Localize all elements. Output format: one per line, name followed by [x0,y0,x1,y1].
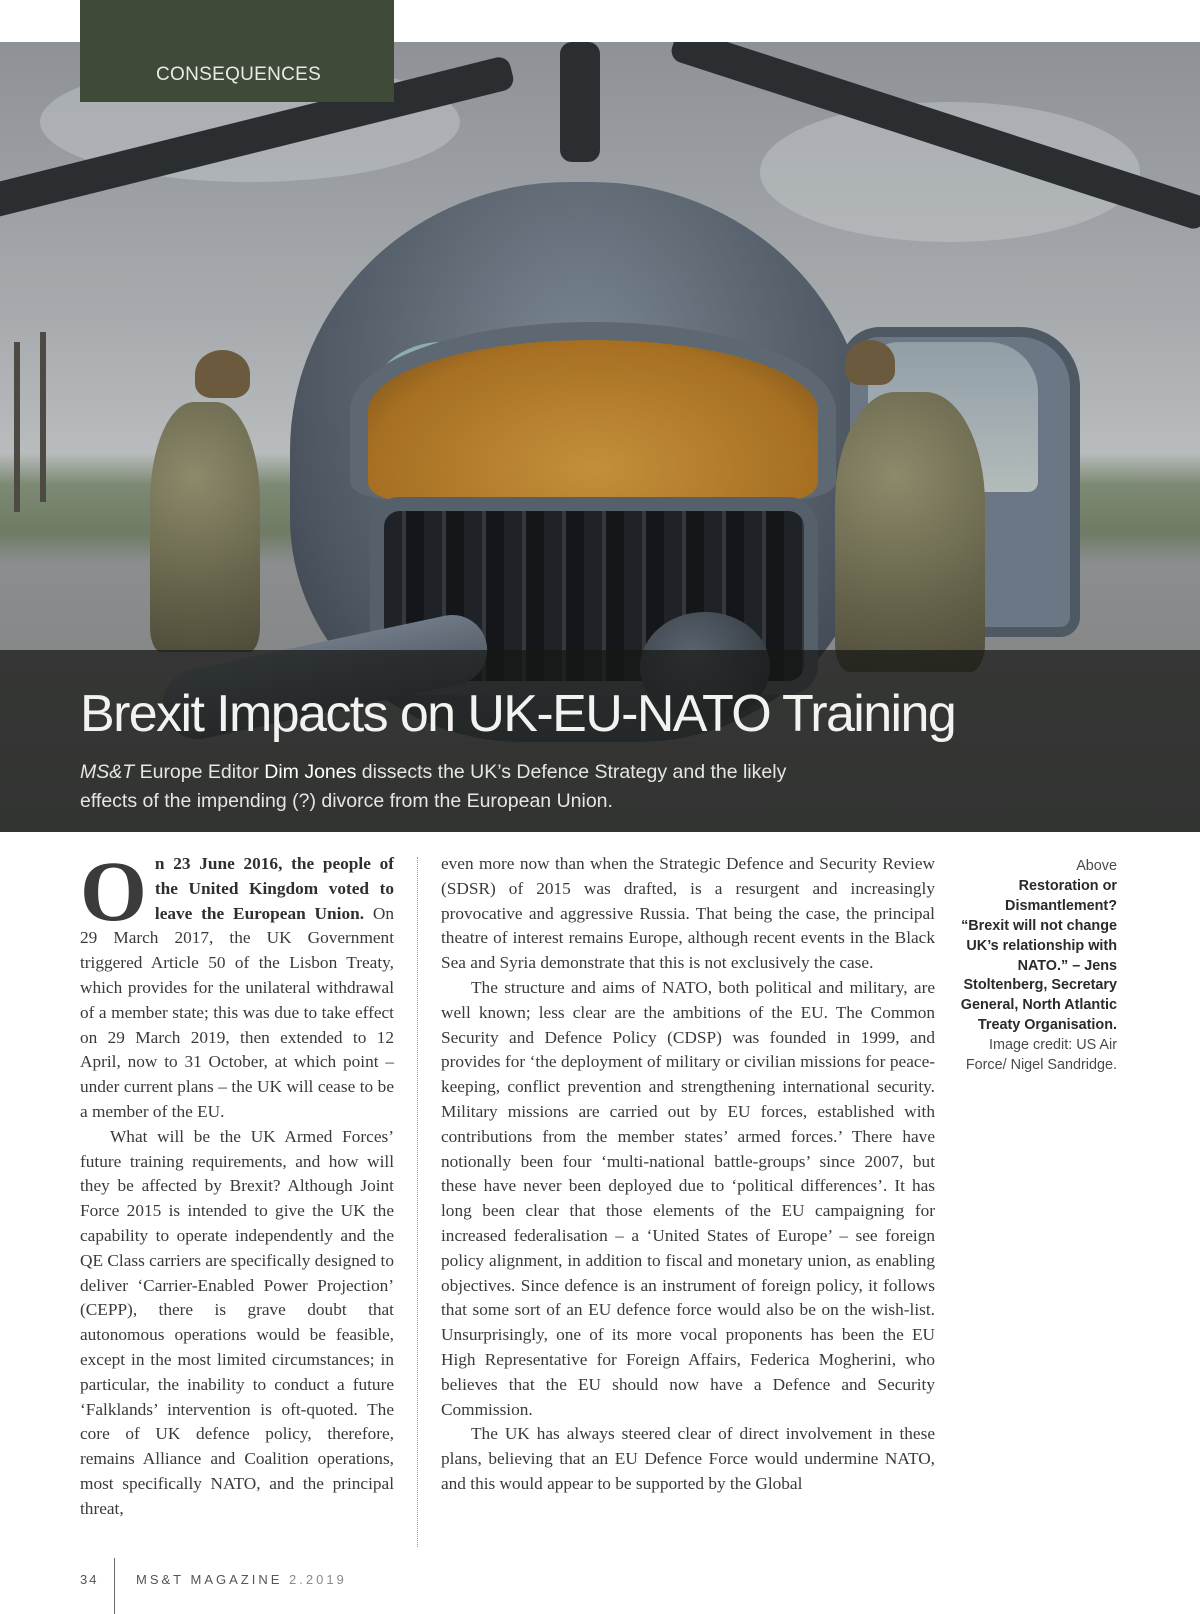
caption-title: Restoration or Dismantlement? “Brexit will not change UK’s relationship with NATO.” – Jens Stoltenberg, Secretary General, North Atlantic Treaty Organisation. [960,877,1117,1034]
photo-caption [960,857,1117,1076]
section-label: CONSEQUENCES [80,0,394,102]
paragraph-text: On 29 March 2017, the UK Government triggered Article 50 of the Lisbon Treaty, which provides for the unilateral withdrawal of a member state; this was due to take effect on 29 March 2019, then extended to 12 April, now to 31 October, at which point – under current plans – the UK will cease to be a member of the EU. [80,903,394,1121]
body-column-2 [441,852,935,1497]
body-paragraph: The structure and aims of NATO, both political and military, are well known; less clear are the ambitions of the EU. The Common Security and Defence Policy (CDSP) was founded in 1999, and provides for ‘the deployment of military or civilian missions for peace-keeping, conflict prevention and strengthening international security. Military missions are carried out by EU forces, established with contributions from the member states’ armed forces.’ There have notionally been four ‘multi-national battle-groups’ since 2007, but these have never been deployed due to ‘political differences’. It has long been clear that those elements of the EU campaigning for increased federalisation – a ‘United States of Europe’ – see foreign policy alignment, in addition to fiscal and monetary union, as enabling objectives. Since defence is an instrument of foreign policy, it follows that some sort of an EU defence force would also be on the wish-list. Unsurprisingly, one of its more vocal proponents has been the EU High Representative for Foreign Affairs, Federica Mogherini, who believes that the EU should now have a Defence and Security Commission. [441,977,935,1419]
magazine-title: MS&T MAGAZINE [136,1572,283,1587]
body-column-1 [80,843,394,1522]
article-headline: Brexit Impacts on UK-EU-NATO Training [80,685,956,743]
soldier-left [150,402,260,652]
column-divider [417,857,418,1547]
fence-post [40,332,46,502]
caption-position: Above [1076,858,1117,874]
author-role: Europe Editor [134,761,265,783]
body-paragraph: The UK has always steered clear of direct involvement in these plans, believing that an EU Defence Force would undermine NATO, and this would appear to be supported by the Global [441,1424,935,1493]
footer-magazine [136,1572,347,1587]
soldier-helmet [845,340,895,385]
rotor-mast [560,42,600,162]
fence-post [14,342,20,512]
body-paragraph: even more now than when the Strategic Defence and Security Review (SDSR) of 2015 was drafted, is a resurgent and increasingly provocative and aggressive Russia. That being the case, the principal theatre of interest remains Europe, although recent events in the Black Sea and Syria demonstrate that this is not exclusively the case. [441,854,935,973]
author-name: Dim Jones [264,761,357,783]
open-nose-hatch [350,322,836,500]
caption-credit: Image credit: US Air Force/ Nigel Sandridge. [965,1037,1117,1074]
page-number: 34 [80,1572,99,1587]
standfirst [80,758,840,816]
drop-cap: O [80,843,147,939]
soldier-helmet [195,350,250,398]
body-paragraph [80,843,394,1125]
soldier-right [835,392,985,672]
footer-divider [114,1558,115,1614]
issue-number: 2.2019 [289,1572,347,1587]
publication-name: MS&T [80,761,135,783]
body-paragraph: What will be the UK Armed Forces’ future training requirements, and how will they be affected by Brexit? Although Joint Force 2015 is intended to give the UK the capability to operate independently and the QE Class carriers are specifically designed to deliver ‘Carrier-Enabled Power Projection’ (CEPP), there is grave doubt that autonomous operations would be feasible, except in the most limited circumstances; in particular, the inability to conduct a future ‘Falklands’ intervention is oft-quoted. The core of UK defence policy, therefore, remains Alliance and Coalition operations, most specifically NATO, and the principal threat, [80,1126,394,1518]
standfirst-text: dissects the UK’s Defence Strategy and the likely effects of the impending (?) divorce from the European Union. [80,761,787,812]
lead-sentence: n 23 June 2016, the people of the United Kingdom voted to leave the European Union. [154,854,394,923]
